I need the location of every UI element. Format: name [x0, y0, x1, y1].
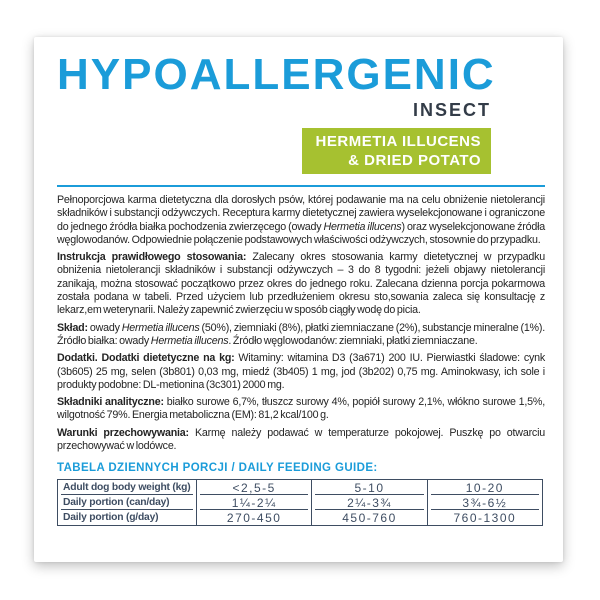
badge-line-2: & DRIED POTATO	[348, 152, 481, 169]
table-row-label: Adult dog body weight (kg)	[58, 480, 196, 495]
body-paragraph: Dodatki. Dodatki dietetyczne na kg: Witaminy: witamina D3 (3a671) 200 IU. Pierwiastki śladowe: cynk (3b605) 25 mg, selen (3b801) 0,03 mg, miedź (3b405) 1 mg, jod (3b202) 0,75 mg. Aminokwasy, ich sole i produkty podobne: DL-metionina (3c301) 2000 mg.	[57, 352, 545, 391]
table-row-label: Daily portion (g/day)	[63, 512, 159, 524]
table-cell: 270-450	[196, 510, 311, 525]
product-variant: INSECT	[412, 100, 491, 120]
divider-rule	[57, 185, 545, 187]
badge-line-1: HERMETIA ILLUCENS	[315, 133, 481, 150]
table-cell: 10-20	[427, 480, 542, 495]
body-paragraph: Składniki analityczne: białko surowe 6,7%, tłuszcz surowy 4%, popiół surowy 2,1%, włókno surowe 1,5%, wilgotność 79%. Energia metaboliczna (EM): 81,2 kcal/100 g.	[57, 396, 545, 422]
body-paragraph: Warunki przechowywania: Karmę należy podawać w temperaturze pokojowej. Puszkę po otwarciu przechowywać w lodówce.	[57, 426, 545, 453]
body-paragraph: Skład: owady Hermetia illucens (50%), ziemniaki (8%), płatki ziemniaczane (2%), substancje mineralne (1%). Źródło białka: owady Hermetia illucens. Źródło węglowodanów: ziemniaki, płatki ziemniaczane.	[57, 321, 545, 347]
body-paragraph: Instrukcja prawidłowego stosowania: Zalecany okres stosowania karmy dietetycznej w przypadku obniżenia nietolerancji składników i substancji odżywczych – 3 do 8 tygodni: jeżeli objawy nietolerancji zanikają, można stosować początkowo przez okres do jednego roku. Zalecana dzienna porcja pokarmowa została podana w tabeli. Przed użyciem lub przedłużeniem okresu sto,sowania zaleca się konsultację z lekarz,em weterynarii. Należy zapewnić zwierzęciu w sposób ciągły wodę do picia.	[57, 251, 545, 317]
table-cell: 450-760	[311, 510, 426, 525]
table-cell: 1¼-2¼	[196, 495, 311, 510]
feeding-table-title: TABELA DZIENNYCH PORCJI / DAILY FEEDING GUIDE:	[57, 462, 378, 475]
body-paragraphs	[57, 194, 545, 453]
table-cell: 5-10	[311, 480, 426, 495]
feeding-table	[57, 479, 543, 526]
label-card	[34, 37, 563, 562]
product-title: HYPOALLERGENIC	[57, 50, 496, 99]
table-cell: <2,5-5	[196, 480, 311, 495]
body-paragraph: Pełnoporcjowa karma dietetyczna dla dorosłych psów, której podawanie ma na celu obniżenie nietolerancji składników i substancji odżywczych. Receptura karmy dietetycznej zawiera wyselekcjonowane i ograniczone do jednego źródła białka pochodzenia zwierzęcego (owady Hermetia illucens) oraz wyselekcjonowane źródła węglowodanów. Odpowiednie połączenie podstawowych właściwości odżywczych, stosownie do przypadku.	[57, 194, 546, 246]
table-cell: 3¾-6½	[427, 495, 542, 510]
table-cell: 2¼-3¾	[311, 495, 426, 510]
table-row-label: Daily portion (can/day)	[58, 495, 196, 510]
badge-row	[57, 128, 491, 174]
table-cell: 760-1300	[427, 510, 542, 525]
ingredient-badge	[302, 128, 491, 174]
